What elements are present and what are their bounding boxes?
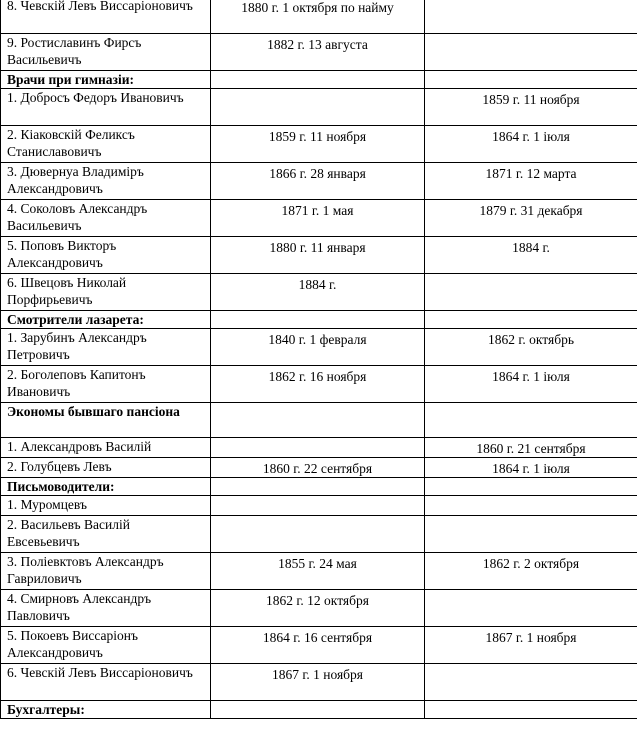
section-row — [1, 403, 637, 438]
table-row — [1, 366, 637, 403]
table-row — [1, 553, 637, 590]
empty-cell — [211, 311, 425, 329]
end-date-cell: 1864 г. 1 іюля — [425, 366, 637, 403]
table-row — [1, 627, 637, 664]
section-title: Экономы бывшаго пансіона — [1, 403, 211, 438]
person-name-cell: 4. Смирновъ Александръ Павловичъ — [1, 590, 211, 627]
end-date-cell: 1862 г. 2 октября — [425, 553, 637, 590]
person-name-cell: 2. Боголеповъ Капитонъ Ивановичъ — [1, 366, 211, 403]
person-name-cell: 6. Швецовъ Николай Порфирьевичъ — [1, 274, 211, 311]
start-date-cell: 1860 г. 22 сентября — [211, 458, 425, 478]
table-row — [1, 89, 637, 126]
section-row — [1, 478, 637, 496]
empty-cell — [211, 701, 425, 719]
end-date-cell — [425, 274, 637, 311]
person-name-cell: 3. Поліевктовъ Александръ Гавриловичъ — [1, 553, 211, 590]
section-title: Бухгалтеры: — [1, 701, 211, 719]
start-date-cell: 1866 г. 28 января — [211, 163, 425, 200]
section-title: Письмоводители: — [1, 478, 211, 496]
empty-cell — [211, 478, 425, 496]
section-row — [1, 701, 637, 719]
person-name-cell: 2. Васильевъ Василій Евсевьевичъ — [1, 516, 211, 553]
section-row — [1, 311, 637, 329]
start-date-cell: 1859 г. 11 ноября — [211, 126, 425, 163]
table-row — [1, 516, 637, 553]
end-date-cell: 1860 г. 21 сентября — [425, 438, 637, 458]
end-date-cell — [425, 0, 637, 34]
empty-cell — [425, 71, 637, 89]
table-row — [1, 237, 637, 274]
table-row — [1, 590, 637, 627]
end-date-cell: 1862 г. октябрь — [425, 329, 637, 366]
records-table-body — [1, 0, 637, 719]
empty-cell — [425, 403, 637, 438]
table-row — [1, 274, 637, 311]
table-row — [1, 34, 637, 71]
table-row — [1, 458, 637, 478]
empty-cell — [211, 403, 425, 438]
start-date-cell: 1880 г. 11 января — [211, 237, 425, 274]
empty-cell — [211, 71, 425, 89]
person-name-cell: 6. Чевскій Левъ Виссаріоновичъ — [1, 664, 211, 701]
end-date-cell: 1867 г. 1 ноября — [425, 627, 637, 664]
start-date-cell: 1855 г. 24 мая — [211, 553, 425, 590]
end-date-cell — [425, 664, 637, 701]
person-name-cell: 2. Кіаковскій Феликсъ Станиславовичъ — [1, 126, 211, 163]
table-row — [1, 438, 637, 458]
table-row — [1, 329, 637, 366]
person-name-cell: 2. Голубцевъ Левъ — [1, 458, 211, 478]
person-name-cell: 5. Покоевъ Виссаріонъ Александровичъ — [1, 627, 211, 664]
end-date-cell: 1871 г. 12 марта — [425, 163, 637, 200]
table-row — [1, 496, 637, 516]
empty-cell — [425, 478, 637, 496]
empty-cell — [425, 311, 637, 329]
start-date-cell: 1867 г. 1 ноября — [211, 664, 425, 701]
start-date-cell — [211, 89, 425, 126]
section-row — [1, 71, 637, 89]
start-date-cell: 1880 г. 1 октября по найму — [211, 0, 425, 34]
person-name-cell: 1. Доброcъ Федоръ Ивановичъ — [1, 89, 211, 126]
person-name-cell: 3. Дювернуа Владиміръ Александровичъ — [1, 163, 211, 200]
end-date-cell: 1879 г. 31 декабря — [425, 200, 637, 237]
end-date-cell — [425, 496, 637, 516]
end-date-cell: 1864 г. 1 іюля — [425, 126, 637, 163]
start-date-cell: 1840 г. 1 февраля — [211, 329, 425, 366]
start-date-cell — [211, 438, 425, 458]
person-name-cell: 4. Соколовъ Александръ Васильевичъ — [1, 200, 211, 237]
start-date-cell — [211, 496, 425, 516]
table-row — [1, 126, 637, 163]
end-date-cell — [425, 34, 637, 71]
start-date-cell: 1862 г. 16 ноября — [211, 366, 425, 403]
table-row — [1, 664, 637, 701]
section-title: Врачи при гимназіи: — [1, 71, 211, 89]
table-row — [1, 200, 637, 237]
start-date-cell: 1882 г. 13 августа — [211, 34, 425, 71]
table-row — [1, 0, 637, 34]
empty-cell — [425, 701, 637, 719]
end-date-cell — [425, 590, 637, 627]
section-title: Смотрители лазарета: — [1, 311, 211, 329]
start-date-cell: 1884 г. — [211, 274, 425, 311]
start-date-cell — [211, 516, 425, 553]
end-date-cell — [425, 516, 637, 553]
table-row — [1, 163, 637, 200]
start-date-cell: 1871 г. 1 мая — [211, 200, 425, 237]
person-name-cell: 8. Чевскій Левъ Виссаріоновичъ — [1, 0, 211, 34]
person-name-cell: 5. Поповъ Викторъ Александровичъ — [1, 237, 211, 274]
person-name-cell: 1. Зарубинъ Александръ Петровичъ — [1, 329, 211, 366]
start-date-cell: 1862 г. 12 октября — [211, 590, 425, 627]
person-name-cell: 9. Ростиславинъ Фирсъ Васильевичъ — [1, 34, 211, 71]
end-date-cell: 1884 г. — [425, 237, 637, 274]
person-name-cell: 1. Александровъ Василій — [1, 438, 211, 458]
end-date-cell: 1859 г. 11 ноября — [425, 89, 637, 126]
person-name-cell: 1. Муромцевъ — [1, 496, 211, 516]
end-date-cell: 1864 г. 1 іюля — [425, 458, 637, 478]
start-date-cell: 1864 г. 16 сентября — [211, 627, 425, 664]
